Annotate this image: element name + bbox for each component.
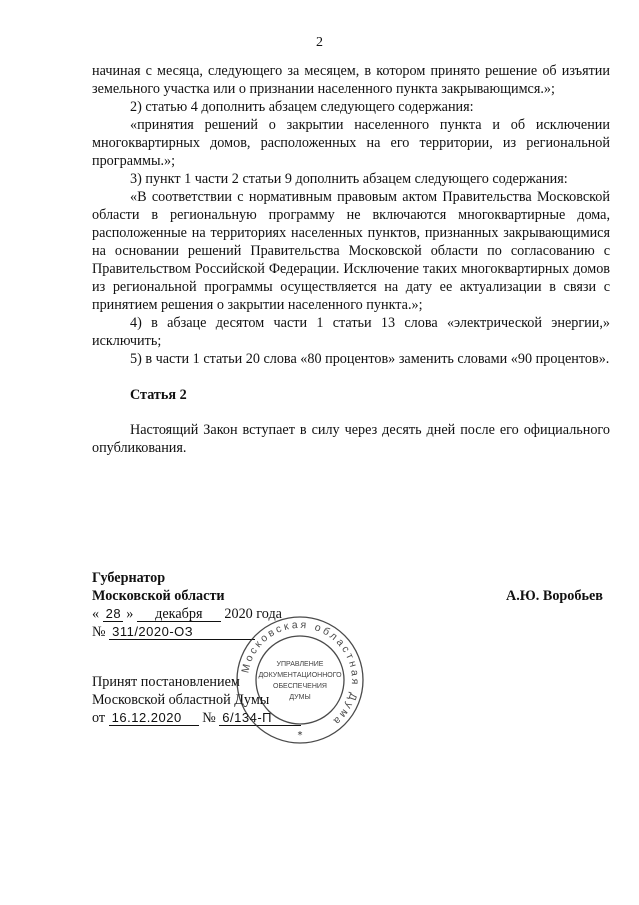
official-seal: [234, 614, 366, 746]
paragraph-item-3: 3) пункт 1 части 2 статьи 9 дополнить абзацем следующего содержания:: [130, 171, 568, 187]
adoption-line1: Принят постановлением: [92, 674, 240, 690]
adoption-line2: Московской областной Думы: [92, 692, 270, 708]
number-label: №: [92, 624, 106, 640]
date-year: 2020 года: [224, 606, 282, 622]
signature-title: [92, 569, 225, 605]
paragraph-continuation: начиная с месяца, следующего за месяцем, в котором принято решение об изъятии земельного участка или о признании населенного пункта закрывающимся.»;: [92, 63, 610, 97]
page-number: 2: [316, 35, 323, 50]
paragraph-quote-1: «принятия решений о закрытии населенного пункта и об исключении многоквартирных домов, расположенных на его территории, из региональной программы.»;: [92, 117, 610, 169]
seal-ring-text: Московская областная Дума: [239, 618, 362, 729]
signature-title-line1: Губернатор: [92, 570, 166, 586]
seal-center-line2: ДОКУМЕНТАЦИОННОГО: [258, 672, 342, 679]
seal-star-icon: *: [297, 730, 303, 741]
seal-center-line1: УПРАВЛЕНИЕ: [276, 661, 324, 668]
paragraph-quote-2: «В соответствии с нормативным правовым актом Правительства Московской области в региональную программу не включаются многоквартирные дома, расположенные на территориях населенных пунктов, признанных закрывающимися на основании решений Правительства Московской области по согласованию с Правительством Российской Федерации. Исключение таких многоквартирных домов из региональной программы осуществляется на дату ее актуализации в связи с принятием решения о закрытии населенного пункта.»;: [92, 189, 610, 313]
adoption-number: 6/134-П: [219, 711, 301, 726]
adoption-number-label: №: [202, 710, 216, 726]
date-month: декабря: [137, 607, 221, 622]
signature-name: А.Ю. Воробьев: [506, 588, 603, 604]
seal-center-line3: ОБЕСПЕЧЕНИЯ: [273, 683, 327, 690]
adoption-date: 16.12.2020: [109, 711, 199, 726]
signature-title-line2: Московской области: [92, 588, 225, 604]
date-close-quote: »: [126, 606, 134, 622]
paragraph-item-5: 5) в части 1 статьи 20 слова «80 процентов» заменить словами «90 процентов».: [130, 351, 610, 367]
date-open-quote: «: [92, 606, 100, 622]
document-body: [92, 62, 610, 457]
signature-number: [92, 623, 255, 641]
article-heading: Статья 2: [130, 387, 187, 403]
paragraph-item-4: 4) в абзаце десятом части 1 статьи 13 слова «электрической энергии,» исключить;: [92, 315, 610, 349]
paragraph-item-2: 2) статью 4 дополнить абзацем следующего содержания:: [130, 99, 474, 115]
adoption-from-label: от: [92, 710, 106, 726]
date-day: 28: [103, 607, 123, 622]
law-number: 311/2020-ОЗ: [109, 625, 255, 640]
seal-center-line4: ДУМЫ: [289, 694, 311, 701]
paragraph-article-2: Настоящий Закон вступает в силу через десять дней после его официального опубликования.: [92, 422, 610, 456]
